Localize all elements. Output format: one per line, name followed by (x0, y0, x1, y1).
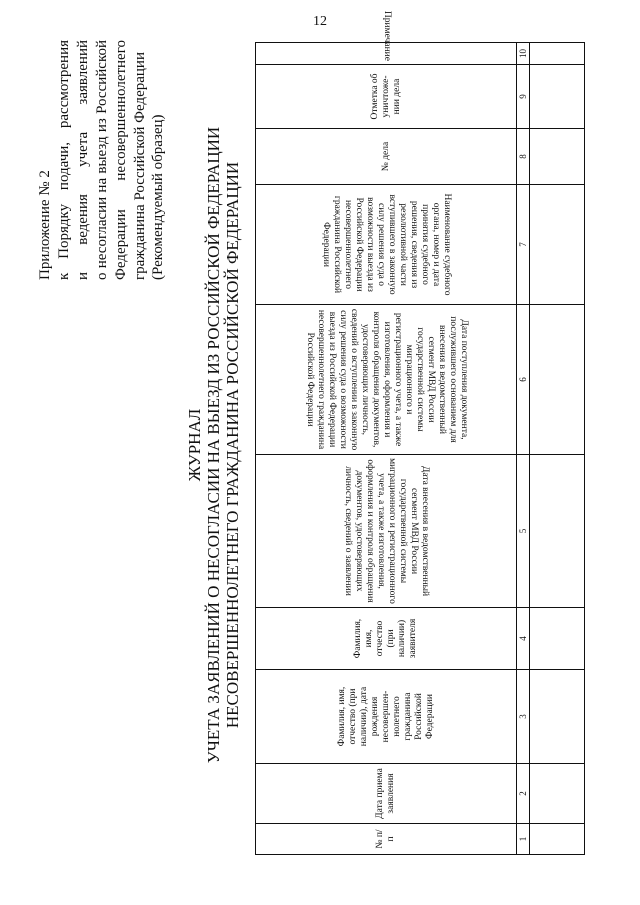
appendix-line: Федерации несовершеннолетнего (113, 40, 129, 280)
column-number: 2 (517, 764, 530, 824)
empty-cell (530, 824, 585, 855)
column-number: 1 (517, 824, 530, 855)
empty-cell (530, 670, 585, 764)
empty-cell (530, 608, 585, 670)
sample-label: (Рекомендуемый образец) (150, 114, 166, 280)
header-document-date-text: Дата поступления документа, послужившего основанием для внесения в ведомственный сегмент МВД России государственной системы миграционного и регистрационного учета, а также изготовления, оформления и контроля обращения документов, удостоверяющих личность, сведений о вступлении в законную силу решения суда о возможности выезда из Российской Федерации несовершеннолетнего гражданина Российской Федерации (304, 308, 469, 451)
column-number: 5 (517, 455, 530, 608)
column-number: 7 (517, 185, 530, 305)
column-number: 8 (517, 129, 530, 185)
empty-cell (530, 129, 585, 185)
table-header-row (256, 43, 517, 855)
empty-cell (530, 65, 585, 129)
empty-cell (530, 455, 585, 608)
header-minor-name: Фамилия, имя, отчество (при наличии), дата рождения несовершен-нолетнего гражданина Российской Федерации (256, 670, 517, 764)
empty-entry-row (530, 43, 585, 855)
column-number: 6 (517, 305, 530, 455)
appendix-line: о несогласии на выезд из Российской (94, 40, 110, 280)
header-case-number: № дела (256, 129, 517, 185)
column-number: 10 (517, 43, 530, 65)
header-court-info-text: Наименование судебного органа, номер и дата принятия судебного решения, сведения из резолютивной части вступившего в законную силу решения суда о возможности выезда из Российской Федерации несовершеннолетнего гражданина Российской Федерации (321, 193, 452, 296)
column-number: 3 (517, 670, 530, 764)
appendix-line: Приложение № 2 (37, 170, 53, 280)
appendix-line: к Порядку подачи, рассмотрения (56, 40, 72, 280)
column-number: 9 (517, 65, 530, 129)
journal-title-block (185, 35, 242, 855)
journal-subtitle-line1: УЧЕТА ЗАЯВЛЕНИЙ О НЕСОГЛАСИИ НА ВЫЕЗД ИЗ РОССИЙСКОЙ ФЕДЕРАЦИИ (204, 126, 223, 764)
empty-cell (530, 43, 585, 65)
empty-cell (530, 764, 585, 824)
journal-table (255, 10, 585, 855)
appendix-line: гражданина Российской Федерации (132, 52, 148, 280)
header-applicant-name: Фамилия, имя, отчество (при наличии) заявителя (256, 608, 517, 670)
header-entry-date (256, 455, 517, 608)
page-number: 12 (313, 14, 327, 29)
header-court-info (256, 185, 517, 305)
header-number: № п/п (256, 824, 517, 855)
empty-cell (530, 185, 585, 305)
journal-subtitle-line2: НЕСОВЕРШЕННОЛЕТНЕГО ГРАЖДАНИНА РОССИЙСКОЙ ФЕДЕРАЦИИ (223, 161, 242, 729)
column-number: 4 (517, 608, 530, 670)
journal-title: ЖУРНАЛ (185, 408, 204, 482)
header-entry-date-text: Дата внесения в ведомственный сегмент МВД России государственной системы миграционного и регистрационного учета, а также изготовления, оформления и контроля обращения документов, удостоверяющих личность, сведений о заявлении (343, 458, 430, 604)
header-document-date (256, 305, 517, 455)
appendix-line: и ведения учета заявлений (75, 40, 91, 280)
header-note-text: Примечание (381, 10, 392, 61)
empty-cell (530, 305, 585, 455)
header-receipt-date: Дата приема заявления (256, 764, 517, 824)
appendix-header (36, 40, 150, 280)
column-number-row (517, 43, 530, 855)
header-destruction-mark: Отметка об уничтоже-нии дела (256, 65, 517, 129)
rotated-sheet (30, 10, 610, 855)
